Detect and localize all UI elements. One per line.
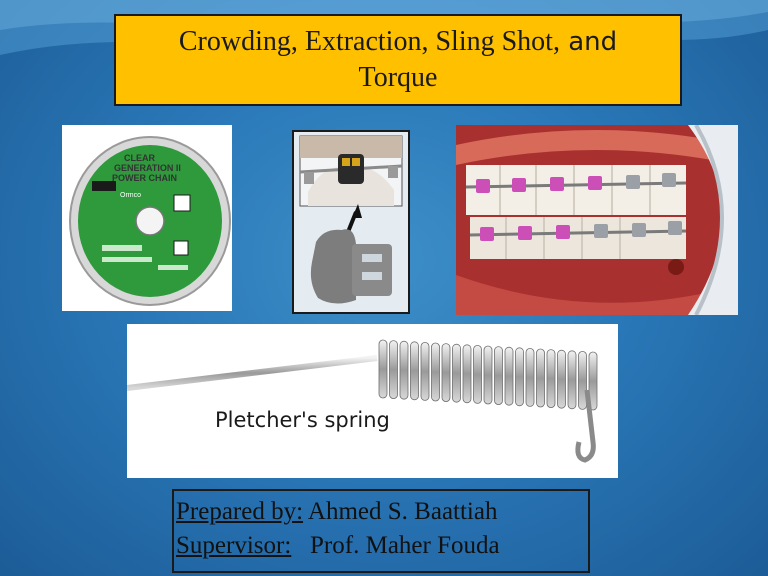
spring-coil xyxy=(421,342,429,400)
spring-coil xyxy=(432,343,440,401)
spool-label-line1: CLEAR xyxy=(124,153,155,163)
spring-coil xyxy=(516,348,524,406)
spring-caption: Pletcher's spring xyxy=(215,408,390,432)
spring-coil xyxy=(495,347,503,405)
spool-label-line3: POWER CHAIN xyxy=(112,173,177,183)
spring-coil xyxy=(400,341,408,399)
pletcher-spring-image xyxy=(127,324,618,478)
prepared-by-label: Prepared by: xyxy=(176,498,304,525)
spring-coil xyxy=(379,340,387,398)
spool-brand: Ormco xyxy=(120,192,141,199)
title-line2: Torque xyxy=(358,62,438,93)
spring-coil xyxy=(558,350,566,408)
spring-coil xyxy=(453,344,461,402)
spring-coil xyxy=(568,351,576,409)
bracket-attachment-image xyxy=(292,130,410,314)
power-chain-spool-image xyxy=(62,125,232,311)
title-line1-and: and xyxy=(559,27,618,57)
spring-coil xyxy=(484,346,492,404)
spring-coil xyxy=(390,341,398,399)
spring-coil xyxy=(526,348,534,406)
title-line1: Crowding, Extraction, Sling Shot, xyxy=(178,26,560,57)
spool-label-line2: GENERATION II xyxy=(114,163,181,173)
spring-coil xyxy=(411,342,419,400)
slide-title xyxy=(114,14,682,106)
spring-coil xyxy=(463,345,471,403)
supervisor-label: Supervisor: xyxy=(176,532,292,559)
spring-coil xyxy=(547,350,555,408)
supervisor-line xyxy=(176,529,584,563)
spring-coil xyxy=(505,347,513,405)
supervisor-name: Prof. Maher Fouda xyxy=(291,532,500,559)
prepared-by-name: Ahmed S. Baattiah xyxy=(303,498,498,525)
spring-coil xyxy=(442,344,450,402)
credits-box xyxy=(172,489,590,573)
spring-coil xyxy=(537,349,545,407)
spring-coil xyxy=(579,351,587,409)
prepared-by-line xyxy=(176,495,584,529)
braces-mouth-image xyxy=(456,125,738,315)
spring-coil xyxy=(474,345,482,403)
